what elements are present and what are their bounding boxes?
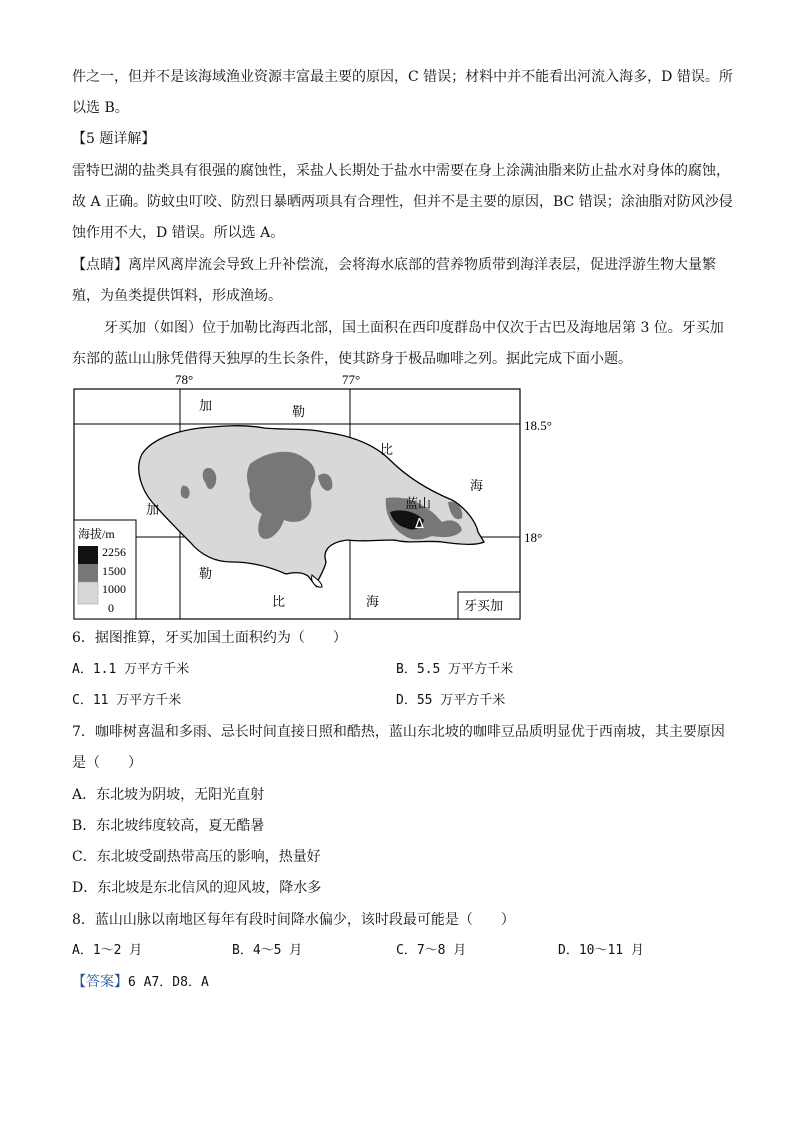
paragraph-line: 故 A 正确。防蚊虫叮咬、防烈日暴晒两项具有合理性，但并不是主要的原因，BC 错误；涂油脂对防风沙侵	[72, 194, 733, 210]
legend-value: 1500	[102, 564, 126, 578]
q6-option-d: D．55 万平方千米	[396, 693, 506, 708]
latitude-label: 18°	[524, 530, 543, 545]
legend-value: 0	[108, 601, 114, 615]
sea-label: 海	[366, 594, 380, 609]
dianjing-paragraph: 【点睛】离岸风离岸流会导致上升补偿流，会将海水底部的营养物质带到海洋表层，促进浮游生物大量繁	[72, 257, 716, 273]
q6-option-a: A．1.1 万平方千米	[72, 662, 190, 677]
question-7-stem-cont: 是（ ）	[72, 755, 142, 771]
sea-label: 海	[470, 478, 484, 493]
question-6-stem: 6．据图推算，牙买加国土面积约为（ ）	[72, 630, 347, 646]
paragraph-line: 蚀作用不大，D 错误。所以选 A。	[72, 225, 285, 241]
q8-option-a: A．1～2 月	[72, 943, 143, 958]
legend-value: 1000	[102, 582, 126, 596]
intro-paragraph-cont: 东部的蓝山山脉凭借得天独厚的生长条件，使其跻身于极品咖啡之列。据此完成下面小题。	[72, 351, 632, 367]
sea-label: 加	[199, 398, 213, 413]
paragraph-line: 殖，为鱼类提供饵料，形成渔场。	[72, 288, 282, 304]
answer-label: 【答案】	[72, 974, 128, 990]
sea-label: 勒	[199, 566, 213, 581]
q8-option-b: B．4～5 月	[232, 943, 303, 958]
question-8-stem: 8．蓝山山脉以南地区每年有段时间降水偏少，该时段最可能是（ ）	[72, 912, 515, 928]
sea-label: 比	[272, 594, 286, 609]
legend-value: 2256	[102, 545, 126, 559]
paragraph-line: 雷特巴湖的盐类具有很强的腐蚀性，采盐人长期处于盐水中需要在身上涂满油脂来防止盐水对身体的腐蚀，	[72, 163, 730, 179]
jamaica-map	[72, 372, 552, 622]
answer-line	[72, 972, 209, 993]
paragraph-line: 以选 B。	[72, 100, 129, 116]
q7-option-d: D．东北坡是东北信风的迎风坡，降水多	[72, 880, 322, 896]
sea-label: 勒	[292, 404, 306, 419]
q7-option-c: C．东北坡受副热带高压的影响，热量好	[72, 849, 321, 865]
q8-option-c: C．7～8 月	[396, 943, 467, 958]
peak-icon: Δ	[415, 517, 424, 532]
legend-title: 海拔/m	[78, 527, 115, 541]
sea-label: 比	[380, 442, 394, 457]
blue-mountain-label: 蓝山	[405, 496, 432, 511]
latitude-label: 18.5°	[524, 418, 552, 433]
q7-option-b: B．东北坡纬度较高，夏无酷暑	[72, 818, 265, 834]
elevation-legend	[74, 520, 136, 619]
intro-paragraph: 牙买加（如图）位于加勒比海西北部，国土面积在西印度群岛中仅次于古巴及海地居第 3 位。牙买加	[104, 320, 724, 336]
sea-label: 加	[146, 502, 160, 517]
longitude-label: 77°	[342, 372, 361, 387]
q8-option-d: D．10～11 月	[558, 943, 644, 958]
map-name-label: 牙买加	[464, 598, 504, 613]
q6-option-c: C．11 万平方千米	[72, 693, 182, 708]
paragraph-line: 件之一，但并不是该海域渔业资源丰富最主要的原因，C 错误；材料中并不能看出河流入海多，D 错误。所	[72, 69, 733, 85]
q7-option-a: A．东北坡为阴坡，无阳光直射	[72, 787, 265, 803]
question-7-stem: 7．咖啡树喜温和多雨、忌长时间直接日照和酷热，蓝山东北坡的咖啡豆品质明显优于西南坡，其主要原因	[72, 724, 725, 740]
q6-option-b: B．5.5 万平方千米	[396, 662, 514, 677]
longitude-label: 78°	[175, 372, 194, 387]
q5-detail-header: 【5 题详解】	[72, 131, 156, 147]
answer-text: 6 A7．D8．A	[128, 975, 209, 990]
